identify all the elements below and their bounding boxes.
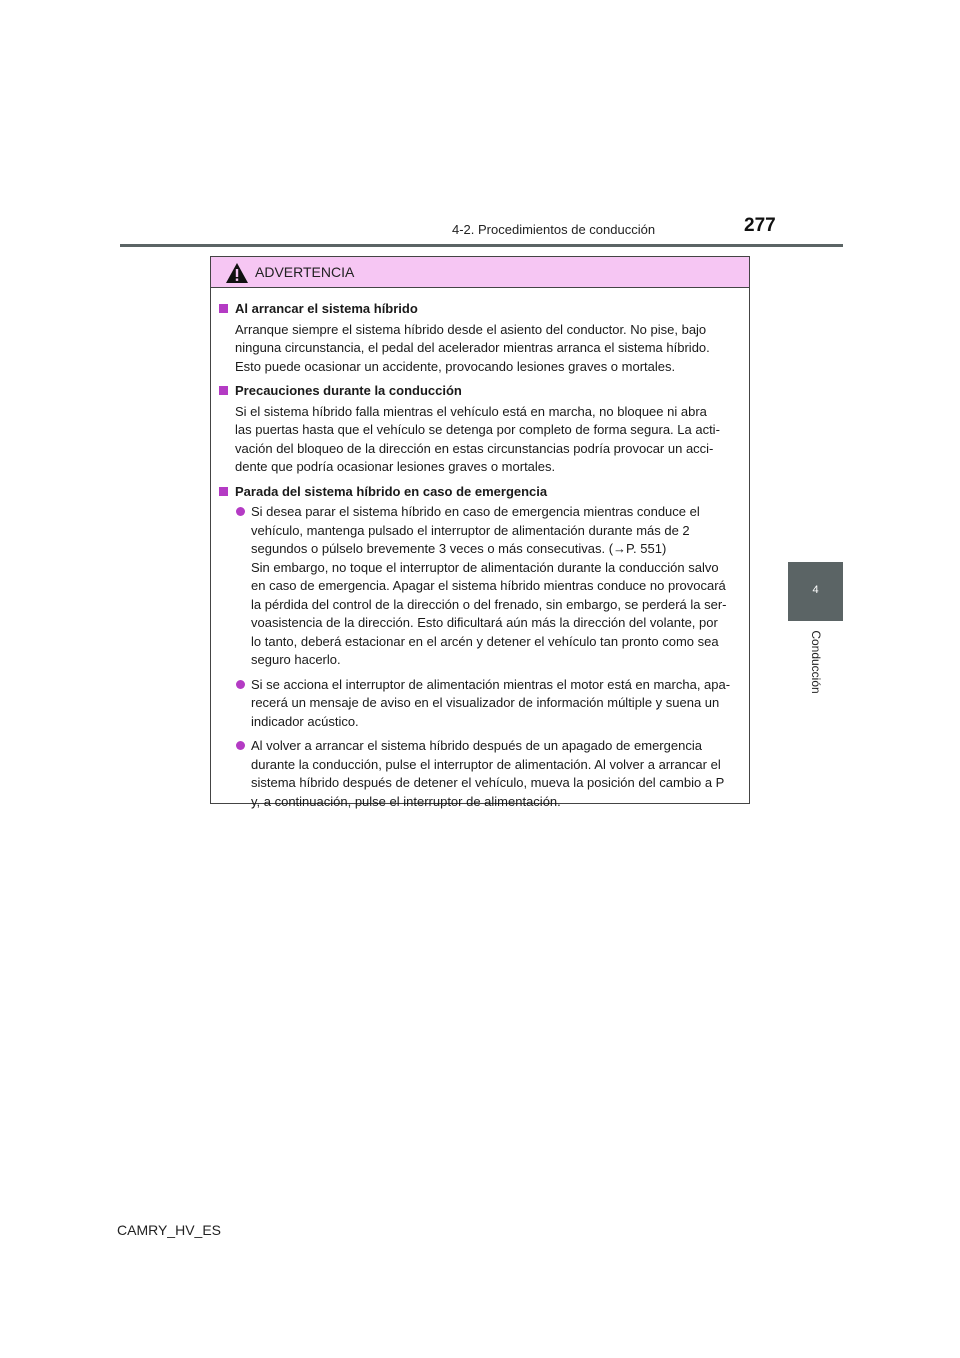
square-bullet-icon [219,386,228,395]
text-line: en caso de emergencia. Apagar el sistema híbrido mientras conduce no provocará [251,578,726,593]
section-heading [219,483,741,502]
header-rule [120,244,843,247]
circle-bullet-icon [236,741,245,750]
text-line: recerá un mensaje de aviso en el visualizador de información múltiple y suena un [251,695,720,710]
text-line: voasistencia de la dirección. Esto dificultará aún más la dirección del volante, por [251,615,718,630]
chapter-side-label: Conducción [808,630,823,694]
warning-title: ADVERTENCIA [255,264,355,280]
page-number: 277 [744,215,776,236]
footer-document-code: CAMRY_HV_ES [117,1222,222,1238]
text-line: Sin embargo, no toque el interruptor de alimentación durante la conducción salvo [251,559,719,575]
text-line: Si el sistema híbrido falla mientras el vehículo está en marcha, no bloquee ni abra [235,403,707,419]
section-heading-text: Parada del sistema híbrido en caso de emergencia [235,483,548,499]
circle-bullet-icon [236,680,245,689]
text-line: sistema híbrido después de detener el vehículo, mueva la posición del cambio a P [251,775,725,790]
warning-body [211,288,749,811]
text-line: Si desea parar el sistema híbrido en caso de emergencia mientras conduce el [251,504,700,519]
square-bullet-icon [219,487,228,496]
text-line: vación del bloqueo de la dirección en estas circunstancias podría provocar un acci- [235,440,714,456]
text-line: y, a continuación, pulse el interruptor de alimentación. [251,793,561,809]
chapter-side-label-wrap [788,624,843,700]
text-line: las puertas hasta que el vehículo se detenga por completo de forma segura. La acti- [235,422,720,437]
section-paragraph [219,403,741,477]
text-line: vehículo, mantenga pulsado el interruptor de alimentación durante más de 2 [251,522,690,538]
section-heading-text: Al arrancar el sistema híbrido [235,301,418,316]
chapter-number: 4 [812,584,819,596]
warning-box [210,256,750,809]
section-heading [219,300,741,319]
bullet-item [219,503,741,670]
section-heading [219,382,741,401]
text-line: Esto puede ocasionar un accidente, provocando lesiones graves o mortales. [235,358,676,374]
text-line: seguro hacerlo. [251,652,341,667]
warning-header [211,257,749,288]
warning-triangle-icon [225,262,249,284]
text-line: durante la conducción, pulse el interruptor de alimentación. Al volver a arrancar el [251,756,721,772]
text-line: indicador acústico. [251,713,359,729]
bullet-item [219,676,741,732]
bullet-item [219,737,741,811]
text-line: la pérdida del control de la dirección o del frenado, sin embargo, se perderá la ser- [251,596,727,612]
section-heading-text: Precauciones durante la conducción [235,383,462,398]
text-line: ninguna circunstancia, el pedal del acelerador mientras arranca el sistema híbrido. [235,340,710,355]
square-bullet-icon [219,304,228,313]
circle-bullet-icon [236,507,245,516]
text-line: segundos o púlselo brevemente 3 veces o más consecutivas. (→P. 551) [251,541,667,556]
chapter-tab [788,562,843,621]
text-line: lo tanto, deberá estacionar en el arcén y detener el vehículo tan pronto como sea [251,633,719,649]
section-paragraph [219,321,741,377]
text-line: Al volver a arrancar el sistema híbrido después de un apagado de emergencia [251,738,702,753]
text-line: dente que podría ocasionar lesiones graves o mortales. [235,459,556,474]
text-line: Arranque siempre el sistema híbrido desde el asiento del conductor. No pise, bajo [235,321,707,337]
text-line: Si se acciona el interruptor de alimentación mientras el motor está en marcha, apa- [251,676,731,692]
header-section-title: 4-2. Procedimientos de conducción [452,222,656,237]
